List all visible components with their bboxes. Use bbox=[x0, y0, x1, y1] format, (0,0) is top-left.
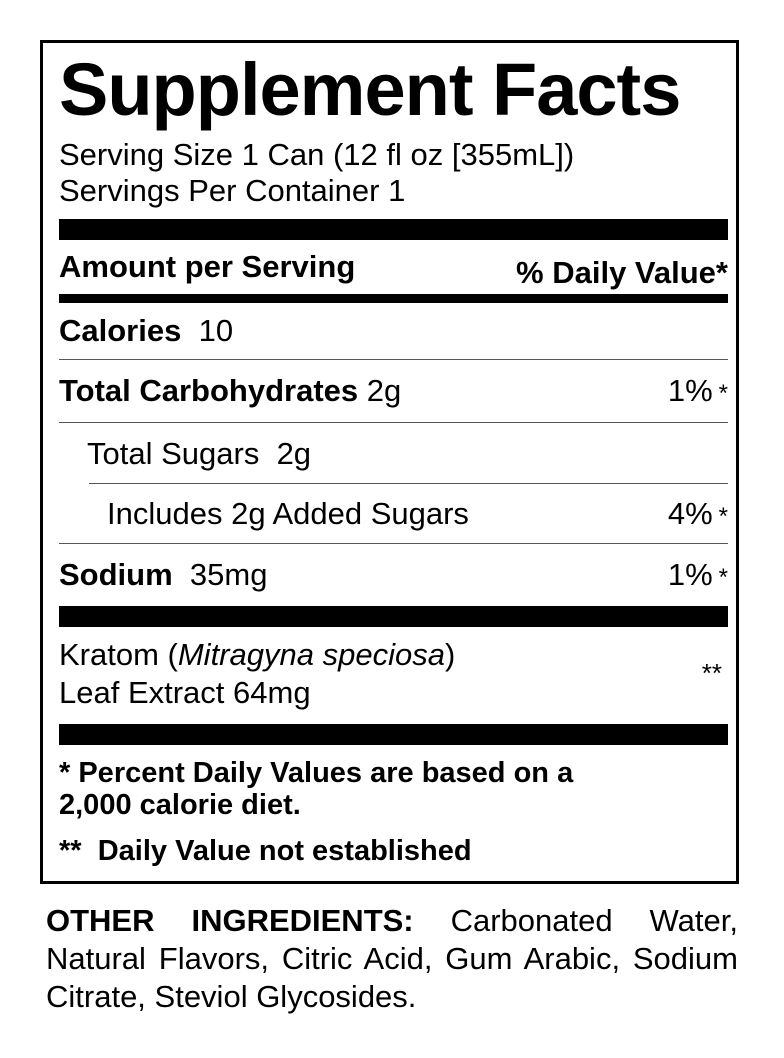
nutrient-row-total-carbohydrates bbox=[59, 373, 728, 413]
nutrient-name: Includes 2g Added Sugars bbox=[107, 496, 469, 531]
kratom-line-1: Kratom (Mitragyna speciosa) bbox=[59, 637, 456, 672]
footnote-marker: * bbox=[718, 380, 728, 407]
nutrient-row-added-sugars bbox=[59, 496, 728, 536]
footnote-text: Daily Value not established bbox=[97, 835, 472, 867]
supplement-facts-panel bbox=[40, 40, 739, 884]
other-ingredients-list: Carbonated Water, Natural Flavors, Citric Acid, Gum Arabic, Sodium Citrate, Steviol Glycosides. bbox=[46, 903, 738, 1014]
nutrient-row-total-sugars bbox=[59, 436, 728, 476]
serving-size: Serving Size 1 Can (12 fl oz [355mL]) bbox=[59, 137, 575, 172]
row-divider bbox=[59, 359, 728, 360]
footnote-daily-values-line-2: 2,000 calorie diet. bbox=[59, 789, 301, 821]
amount-per-serving-label: Amount per Serving bbox=[59, 249, 356, 284]
thick-divider bbox=[59, 219, 728, 240]
kratom-latin-name: Mitragyna speciosa bbox=[177, 637, 445, 672]
nutrient-amount: 10 bbox=[198, 313, 234, 348]
footnote-marker: * bbox=[718, 564, 728, 591]
nutrient-amount: 35mg bbox=[189, 557, 268, 592]
nutrient-name: Total Sugars bbox=[87, 436, 260, 471]
thick-divider bbox=[59, 606, 728, 627]
footnote-marker: * bbox=[718, 503, 728, 530]
other-ingredients bbox=[46, 902, 738, 1016]
daily-value-percent: 4% bbox=[667, 496, 713, 531]
nutrient-row-sodium bbox=[59, 557, 728, 597]
column-header-row bbox=[59, 249, 728, 289]
nutrient-name: Sodium bbox=[59, 557, 173, 592]
kratom-line-2: Leaf Extract 64mg bbox=[59, 675, 311, 710]
daily-value-percent: 1% bbox=[667, 557, 713, 592]
other-ingredients-label: OTHER INGREDIENTS: bbox=[46, 903, 414, 938]
nutrient-row-calories bbox=[59, 313, 728, 353]
nutrient-amount: 2g bbox=[276, 436, 312, 471]
kratom-name: Kratom ( bbox=[59, 637, 178, 672]
daily-value-label: % Daily Value* bbox=[516, 255, 728, 290]
footnote-not-established bbox=[59, 835, 472, 868]
kratom-footnote-marker: ** bbox=[701, 658, 722, 688]
footnote-daily-values-line-1: * Percent Daily Values are based on a bbox=[59, 757, 574, 789]
medium-divider bbox=[59, 294, 728, 303]
panel-title: Supplement Facts bbox=[59, 48, 681, 131]
nutrient-name: Total Carbohydrates bbox=[59, 373, 359, 408]
footnote-marker: ** bbox=[59, 835, 82, 867]
nutrient-amount: 2g bbox=[366, 373, 402, 408]
row-divider bbox=[59, 422, 728, 423]
servings-per-container: Servings Per Container 1 bbox=[59, 173, 406, 208]
nutrient-name: Calories bbox=[59, 313, 182, 348]
daily-value-percent: 1% bbox=[667, 373, 713, 408]
thick-divider bbox=[59, 724, 728, 745]
row-divider bbox=[59, 543, 728, 544]
row-divider bbox=[89, 483, 728, 484]
